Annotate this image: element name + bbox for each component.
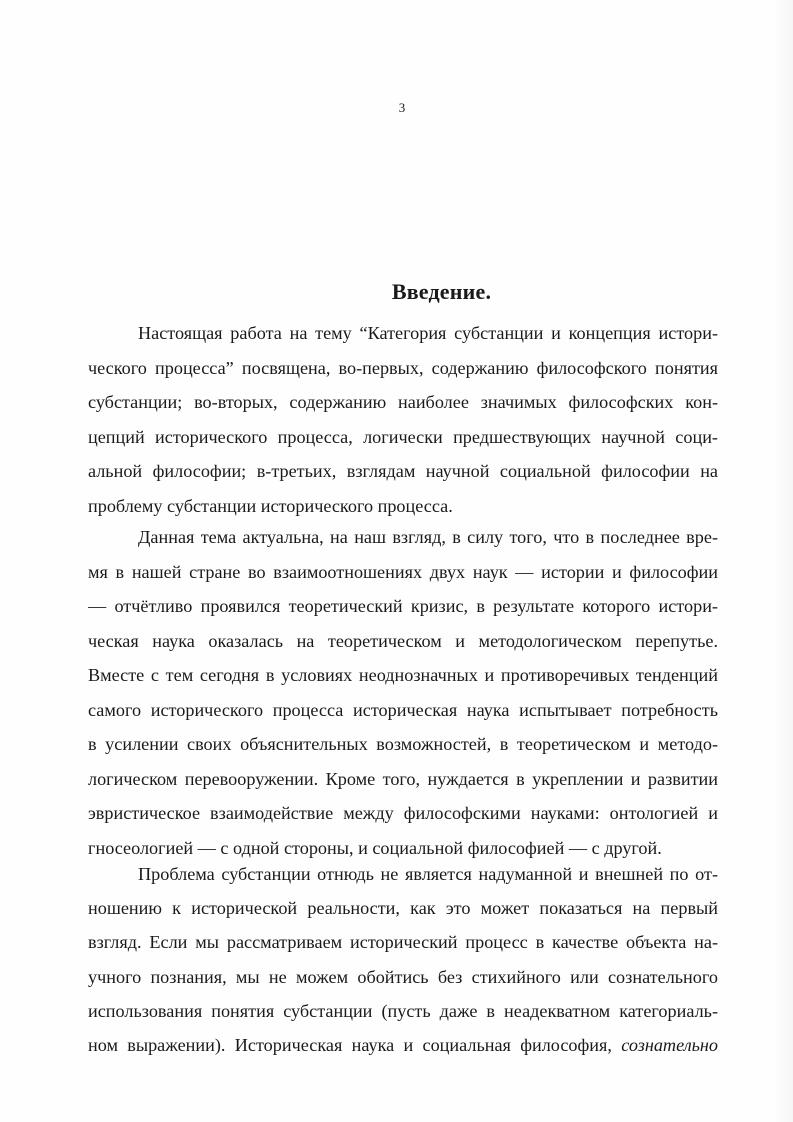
paragraph-line: ческого процесса” посвящена, во-первых, содержанию философского понятия: [88, 357, 718, 378]
section-heading: Введение.: [391, 279, 492, 304]
scan-edge-shadow: [773, 0, 793, 1122]
paragraph-line: проблему субстанции исторического процесса.: [88, 495, 453, 516]
paragraph-line: Проблема субстанции отнюдь не является надуманной и внешней по от-: [138, 864, 718, 884]
paragraph-line: ношению к исторической реальности, как это может показаться на первый: [88, 898, 718, 919]
paragraph-line: взгляд. Если мы рассматриваем исторический процесс в качестве объекта на-: [88, 932, 718, 953]
paragraph-line: Данная тема актуальна, на наш взгляд, в силу того, что в последнее вре-: [138, 527, 718, 547]
paragraph-line: в усилении своих объяснительных возможностей, в теоретическом и методо-: [88, 734, 718, 754]
paragraph-line: мя в нашей стране во взаимоотношениях двух наук — истории и философии: [88, 561, 718, 582]
paragraph-line: ческая наука оказалась на теоретическом и методологическом перепутье.: [88, 630, 718, 651]
paragraph-line: учного познания, мы не можем обойтись без стихийного или сознательного: [88, 966, 718, 987]
paragraph-line-text: ном выражении). Историческая наука и социальная философия,: [88, 1034, 612, 1055]
page-number: 3: [398, 100, 406, 115]
paragraph-line: Настоящая работа на тему “Категория субстанции и концепция истори-: [138, 323, 718, 343]
paragraph-line: логическом перевооружении. Кроме того, нуждается в укреплении и развитии: [88, 768, 718, 789]
paragraph-line: использования понятия субстанции (пусть даже в неадекватном категориаль-: [88, 1000, 718, 1021]
paragraph-1: [88, 316, 718, 523]
paragraph-line: эвристическое взаимодействие между философскими науками: онтологией и: [88, 803, 718, 823]
paragraph-line-italic: сознательно: [621, 1034, 718, 1055]
paragraph-line: гносеологией — с одной стороны, и социальной философией — с другой.: [88, 837, 662, 858]
paragraph-line: альной философии; в-третьих, взглядам научной социальной философии на: [88, 461, 718, 481]
paragraph-line: — отчётливо проявился теоретический кризис, в результате которого истори-: [88, 596, 718, 616]
paragraph-line-final: [88, 1028, 718, 1062]
paragraph-line: цепций исторического процесса, логически предшествующих научной соци-: [88, 426, 718, 447]
paragraph-line: самого исторического процесса историческая наука испытывает потребность: [88, 699, 718, 720]
paragraph-2: [88, 520, 718, 865]
paragraph-line: субстанции; во-вторых, содержанию наиболее значимых философских кон-: [88, 392, 718, 412]
paragraph-line: Вместе с тем сегодня в условиях неоднозначных и противоречивых тенденций: [88, 665, 718, 685]
paragraph-3: [88, 857, 718, 1062]
